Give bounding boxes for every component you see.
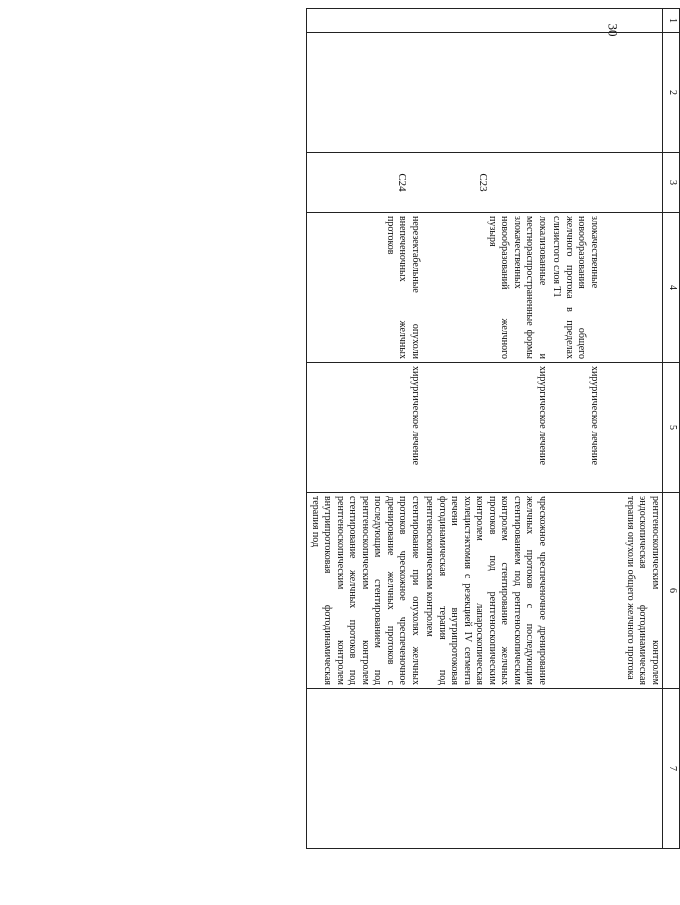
methods-cell: рентгеноскопическим контролем эндоскопическая фотодинамическая терапия опухоли общего желчного протока [601,493,663,689]
header-cell-7: 7 [663,689,680,849]
diagnosis-cell: злокачественные новообразования общего желчного протока в пределах слизистого слоя T1 [549,213,601,363]
page-number: 30 [605,23,621,37]
table-row [307,9,422,849]
treatment-cell: хирургическое лечение [307,363,422,493]
treatment-cell: хирургическое лечение [422,363,549,493]
code-cell [549,153,601,213]
diagnosis-cell: локализованные и местнораспространенные формы злокачественных новообразований желчного пузыря [422,213,549,363]
treatment-cell: хирургическое лечение [549,363,601,493]
table-row [549,9,601,849]
diagnosis-cell: нерезектабельные опухоли внепеченочных желчных протоков [307,213,422,363]
diagnosis-cell [601,213,663,363]
methods-cell: стентирование при опухолях желчных протоков чрескожное чреспеченочное дренирование желчных протоков с последующим стентированием под рентгеноскопическим контролем стентирование желчных протоков под рентгеноскопическим контролем внутрипротоковая фотодинамическая терапия под [307,493,422,689]
header-cell-2: 2 [663,33,680,153]
code-cell: C24 [307,153,422,213]
methods-cell [549,493,601,689]
header-row [663,9,680,849]
code-cell [601,153,663,213]
table-row [601,9,663,849]
header-cell-3: 3 [663,153,680,213]
header-cell-1: 1 [663,9,680,33]
treatment-table [307,8,680,849]
header-cell-5: 5 [663,363,680,493]
rotated-table-frame [120,8,680,848]
table-row [422,9,549,849]
code-cell: C23 [422,153,549,213]
header-cell-4: 4 [663,213,680,363]
treatment-cell [601,363,663,493]
header-cell-6: 6 [663,493,680,689]
methods-cell: чрескожное чреспеченочное дренирование желчных протоков с последующим стентированием под рентгеноскопическим контролем стентирование желчных протоков под рентгеноскопическим контролем лапароскопическая холецистэктомия с резекцией IV сегмента печени внутрипротоковая фотодинамическая терапия под рентгеноскопическим контролем [422,493,549,689]
